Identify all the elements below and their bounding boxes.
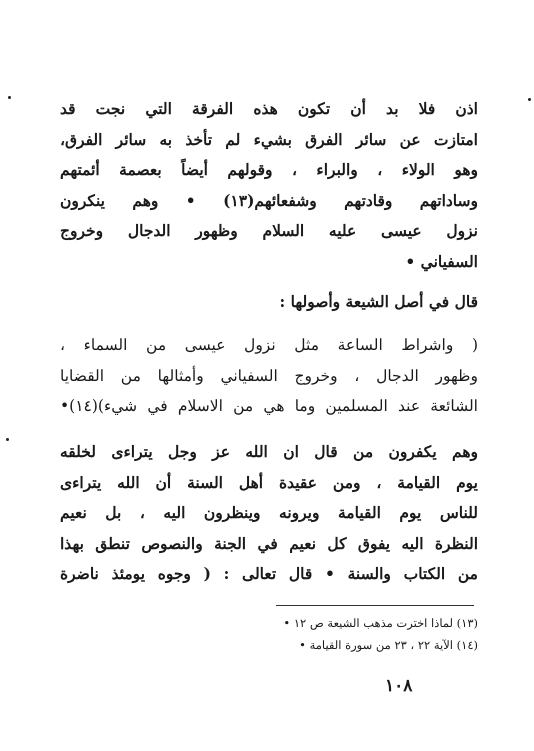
text-line: يوم القيامة ، ومن عقيدة أهل السنة أن الله يتراءى [60, 472, 478, 492]
text-line: وظهور الدجال ، وخروج السفياني وأمثالها من القضايا [60, 366, 478, 385]
text-line: للناس يوم القيامة ويرونه وينظرون اليه ، بل نعيم [60, 503, 478, 522]
margin-mark [8, 96, 11, 99]
footnote: (١٤) الآية ٢٢ ، ٢٣ من سورة القيامة • [299, 638, 478, 652]
text-line: السفياني • [405, 251, 478, 271]
text-line: وهم يكفرون من قال ان الله عز وجل يتراءى لخلقه [60, 442, 478, 461]
text-line: من الكتاب والسنة • قال تعالى : ( وجوه يومئذ ناضرة [60, 564, 478, 583]
quotation [60, 330, 478, 422]
paragraph-intro [60, 94, 478, 277]
margin-mark [528, 98, 531, 101]
footnotes [60, 612, 478, 656]
text-line: وهو الولاء ، والبراء ، وقولهم أيضاً بعصمة أئمتهم [60, 160, 478, 179]
footnote: (١٣) لماذا اخترت مذهب الشيعة ص ١٢ • [283, 616, 478, 630]
heading-line: قال في أصل الشيعة وأصولها : [279, 292, 478, 311]
paragraph-main [60, 437, 478, 590]
text-line: نزول عيسى عليه السلام وظهور الدجال وخروج [60, 221, 478, 240]
text-line: وساداتهم وقادتهم وشفعائهم(١٣) • وهم ينكرون [60, 190, 478, 210]
section-heading [60, 287, 478, 318]
page-number: ١٠٨ [385, 676, 413, 696]
text-line: اذن فلا بد أن تكون هذه الفرقة التي نجت قد [60, 99, 478, 118]
footnote-divider [276, 605, 474, 606]
text-line: النظرة اليه يفوق كل نعيم في الجنة والنصوص تنطق بهذا [60, 533, 478, 553]
text-line: الشائعة عند المسلمين وما هي من الاسلام في شيء)(١٤)• [60, 397, 478, 415]
margin-mark [6, 438, 9, 441]
text-line: ( واشراط الساعة مثل نزول عيسى من السماء ، [60, 336, 478, 354]
text-line: امتازت عن سائر الفرق بشيء لم تأخذ به سائر الفرق، [60, 129, 478, 149]
